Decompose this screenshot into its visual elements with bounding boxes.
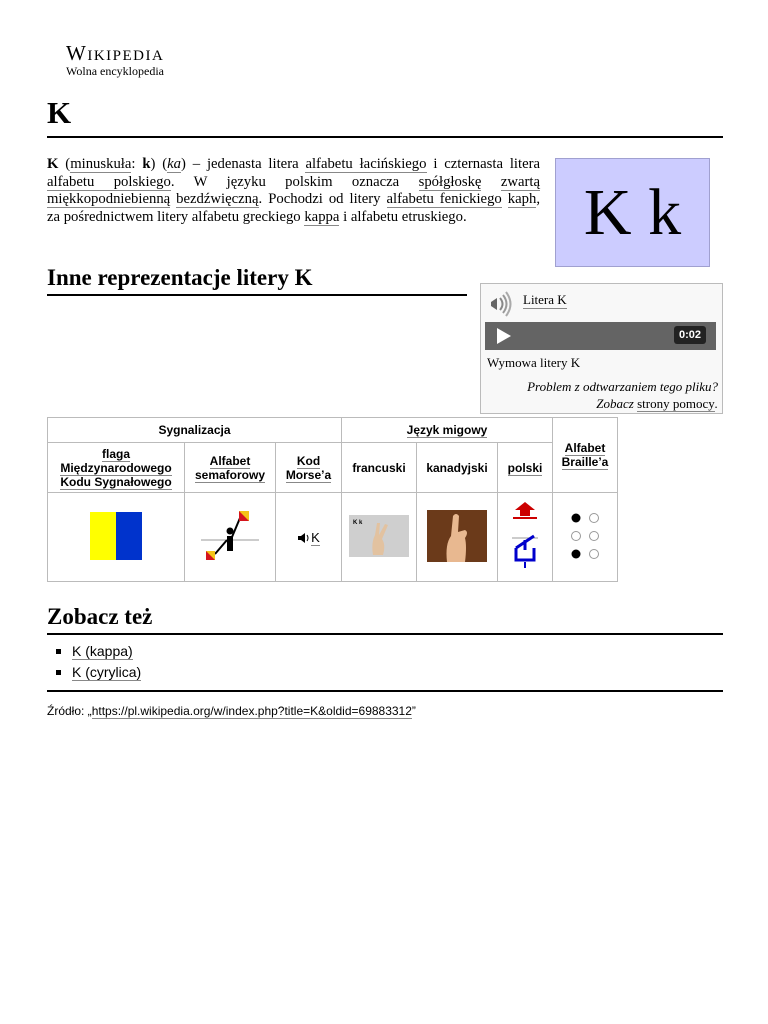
cell-french xyxy=(342,493,417,582)
link-cyrylica[interactable]: K (cyrylica) xyxy=(72,664,142,680)
braille-dot-2 xyxy=(572,531,581,540)
th-morse xyxy=(276,443,342,493)
section-heading-seealso: Zobacz też xyxy=(47,603,723,635)
lead-text xyxy=(481,174,500,190)
lead-text: i czternasta litera xyxy=(426,156,540,172)
letter-glyph: K k xyxy=(583,175,682,249)
audio-help-line1: Problem z odtwarzaniem tego pliku? xyxy=(527,379,718,394)
cell-flag xyxy=(48,493,185,582)
french-caption: K k xyxy=(353,519,363,526)
link-kappa-see-also[interactable]: K (kappa) xyxy=(72,643,133,659)
link-kaph[interactable]: kaph xyxy=(507,191,537,207)
link-jezyk-migowy[interactable]: Język migowy xyxy=(406,423,488,437)
morse-k-link[interactable]: K xyxy=(311,529,320,545)
link-semaphore[interactable]: Alfabet semaforowy xyxy=(194,453,266,482)
link-minuskula[interactable]: minuskuła xyxy=(70,156,132,172)
signal-flag-k[interactable] xyxy=(90,512,142,560)
letter-glyph-box xyxy=(555,158,710,267)
th-canadian: kanadyjski xyxy=(417,443,498,493)
link-ka[interactable]: ka xyxy=(167,156,182,172)
cell-morse xyxy=(276,493,342,582)
link-alfabet-lacinski[interactable]: alfabetu łacińskiego xyxy=(305,156,427,172)
flag-blue-half xyxy=(116,512,142,560)
audio-duration: 0:02 xyxy=(674,326,706,344)
flag-yellow-half xyxy=(90,512,116,560)
list-item xyxy=(55,662,141,683)
cell-braille xyxy=(553,493,618,582)
braille-dot-1 xyxy=(572,513,581,522)
th-semaphore xyxy=(185,443,276,493)
lead-paragraph xyxy=(47,156,540,226)
source-url-link[interactable]: https://pl.wikipedia.org/w/index.php?title=K&oldid=69883312 xyxy=(91,704,412,718)
lead-term-lower: k xyxy=(142,156,151,172)
link-morse[interactable]: Kod Morse’a xyxy=(285,453,332,482)
link-alfabet-polski[interactable]: alfabetu polskiego xyxy=(47,173,171,190)
list-item xyxy=(55,641,141,662)
help-pages-link[interactable]: strony pomocy xyxy=(637,396,715,411)
link-miekkopodniebienna[interactable]: miękkopodniebienną xyxy=(47,191,171,207)
audio-help xyxy=(527,378,718,412)
representations-table xyxy=(47,417,618,582)
lead-text: i alfabetu etruskiego. xyxy=(339,208,467,225)
braille-dot-5 xyxy=(590,531,599,540)
braille-dot-3 xyxy=(572,549,581,558)
lead-text: , za pośrednictwem litery alfabetu greckiego xyxy=(47,191,540,225)
th-braille xyxy=(553,418,618,493)
cell-canadian xyxy=(417,493,498,582)
canadian-sign-k-image[interactable] xyxy=(427,510,487,562)
logo-tagline: Wolna encyklopedia xyxy=(66,64,164,78)
french-sign-k-image[interactable] xyxy=(349,515,409,557)
cell-semaphore xyxy=(185,493,276,582)
cell-polish xyxy=(498,493,553,582)
link-bezdzwieczna[interactable]: bezdźwięczną xyxy=(176,191,259,207)
audio-caption: Wymowa litery K xyxy=(487,355,581,370)
section-heading-other: Inne reprezentacje litery K xyxy=(47,264,467,296)
lead-text: ( xyxy=(58,156,71,172)
braille-dot-4 xyxy=(590,513,599,522)
link-flag[interactable]: flaga Międzynarodowego Kodu Sygnałowego xyxy=(60,446,172,489)
audio-help-prefix: Zobacz xyxy=(596,396,638,411)
link-braille[interactable]: Alfabet Braille’a xyxy=(561,441,609,469)
audio-player[interactable] xyxy=(485,322,716,350)
lead-text: ) ( xyxy=(150,156,168,172)
th-signalizacja: Sygnalizacja xyxy=(48,418,342,443)
source-line xyxy=(47,704,416,718)
page-title: K xyxy=(47,96,723,138)
source-prefix: Źródło: „ xyxy=(47,704,92,718)
braille-k-pattern[interactable] xyxy=(565,509,605,563)
footer-rule xyxy=(47,690,723,692)
link-polish-sign[interactable]: polski xyxy=(507,460,543,475)
lead-text: ) – jedenasta litera xyxy=(181,156,306,172)
lead-term: K xyxy=(47,156,59,172)
speaker-icon xyxy=(487,288,517,318)
th-jezyk-migowy xyxy=(342,418,553,443)
logo-wordmark: Wikipedia xyxy=(66,41,165,65)
wikipedia-logo[interactable] xyxy=(66,42,164,78)
th-polish xyxy=(498,443,553,493)
link-kappa[interactable]: kappa xyxy=(304,208,340,225)
lead-text: . W języku polskim oznacza xyxy=(170,173,419,190)
link-spolgloska[interactable]: spółgłoskę xyxy=(418,173,482,190)
audio-title-link[interactable]: Litera K xyxy=(523,292,567,307)
semaphore-figure[interactable] xyxy=(199,510,261,562)
audio-help-suffix: . xyxy=(714,396,718,411)
audio-box xyxy=(480,283,723,414)
lead-text: : xyxy=(131,156,143,172)
audio-help-line2 xyxy=(527,395,718,412)
morse-speaker-icon[interactable] xyxy=(297,532,311,544)
th-french: francuski xyxy=(342,443,417,493)
source-suffix: ” xyxy=(411,704,416,718)
polish-sign-k-diagram[interactable] xyxy=(508,500,542,572)
th-flag xyxy=(48,443,185,493)
play-icon[interactable] xyxy=(497,328,511,344)
see-also-list xyxy=(55,641,141,683)
link-zwarta[interactable]: zwartą xyxy=(500,173,540,190)
link-alfabet-fenicki[interactable]: alfabetu fenickiego xyxy=(386,191,502,207)
lead-text xyxy=(502,191,508,207)
braille-dot-6 xyxy=(590,549,599,558)
lead-text: . Pochodzi od litery xyxy=(258,191,387,207)
